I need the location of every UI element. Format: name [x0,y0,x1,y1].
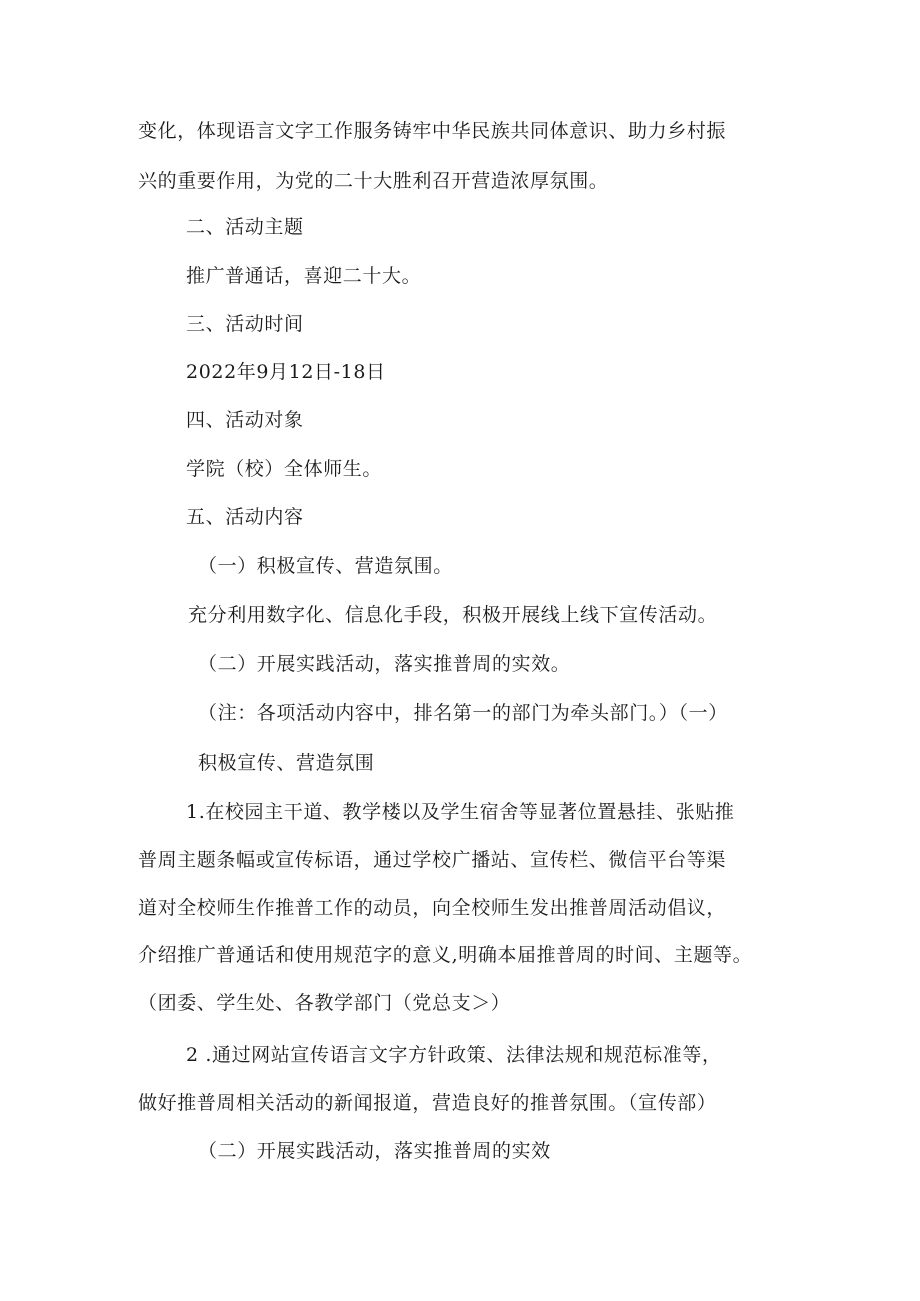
section-heading: 三、活动时间 [186,313,304,335]
section-heading: 五、活动内容 [186,506,304,528]
body-text-line: 推广普通话，喜迎二十大。 [186,265,422,287]
body-text-line: 道对全校师生作推普工作的动员，向全校师生发出推普周活动倡议， [138,897,727,919]
body-text-line: 介绍推广普通话和使用规范字的意义,明确本届推普周的时间、主题等。 [138,944,753,966]
body-text-line: 1.在校园主干道、教学楼以及学生宿舍等显著位置悬挂、张贴推 [186,801,735,823]
subsection-heading: （二）开展实践活动，落实推普周的实效 [198,1140,551,1162]
subsection-heading: 积极宣传、营造氛围 [198,752,375,774]
body-text-line: 做好推普周相关活动的新闻报道，营造良好的推普氛围。（宣传部） [138,1092,717,1114]
body-text-line: 学院（校）全体师生。 [186,458,383,480]
section-heading: 二、活动主题 [186,216,304,238]
section-heading: 四、活动对象 [186,409,304,431]
note-line: （注：各项活动内容中，排名第一的部门为牵头部门。）（一） [198,702,728,724]
body-text-line: 变化，体现语言文字工作服务铸牢中华民族共同体意识、助力乡村振 [138,120,727,142]
body-text-line: 兴的重要作用，为党的二十大胜利召开营造浓厚氛围。 [138,170,609,192]
body-text-line: 2 .通过网站宣传语言文字方针政策、法律法规和规范标准等， [186,1044,722,1066]
body-text-line: 2022年9月12日-18日 [186,361,386,383]
subsection-heading: （一）积极宣传、营造氛围。 [198,555,453,577]
body-text-line: 普周主题条幅或宣传标语，通过学校广播站、宣传栏、微信平台等渠 [138,849,727,871]
body-text-line: （团委、学生处、各教学部门（党总支＞） [138,992,511,1014]
body-text-line: 充分利用数字化、信息化手段，积极开展线上线下宣传活动。 [188,604,718,626]
subsection-heading: （二）开展实践活动，落实推普周的实效。 [198,653,571,675]
